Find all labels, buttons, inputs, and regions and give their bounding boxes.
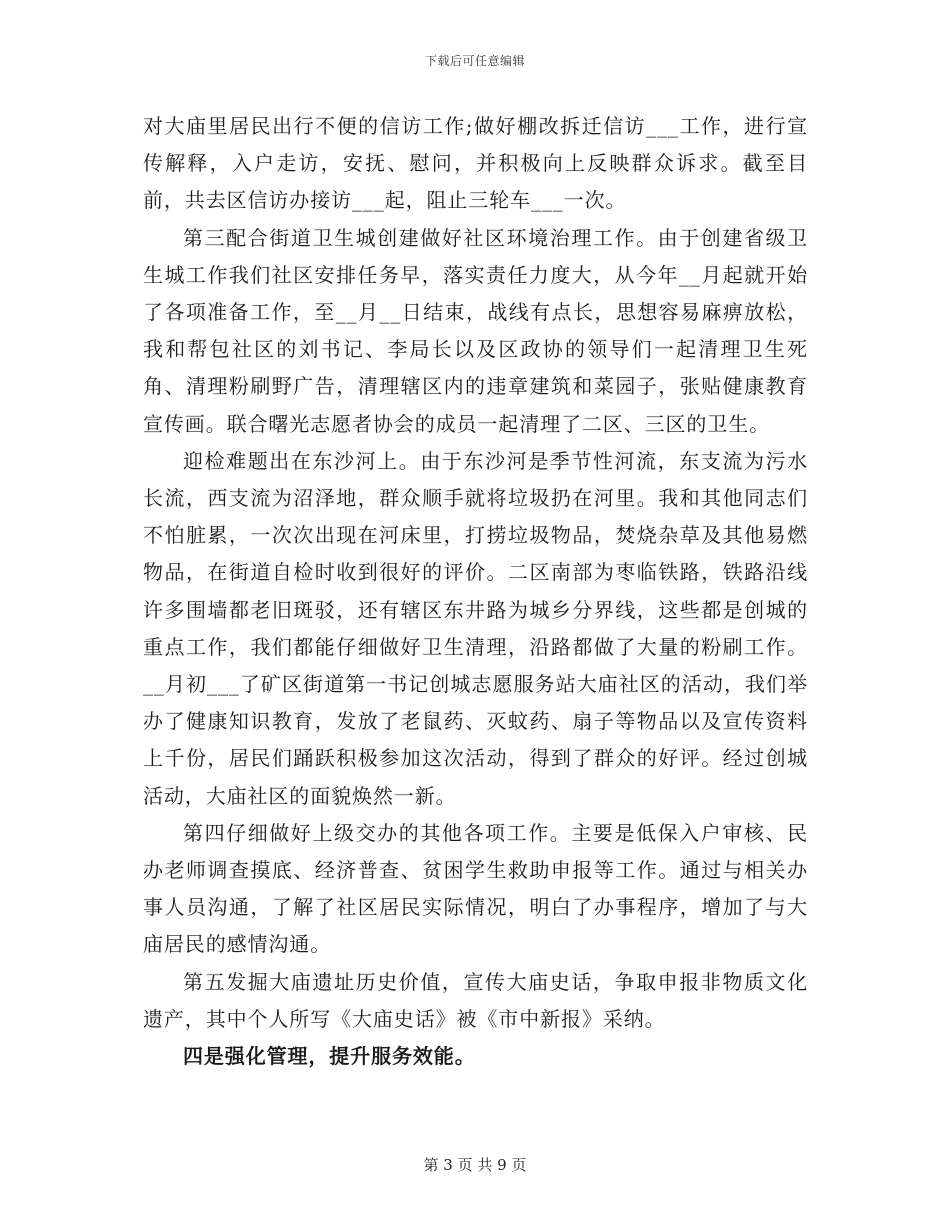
paragraph-river-inspection: 迎检难题出在东沙河上。由于东沙河是季节性河流，东支流为污水长流，西支流为沼泽地，群众顺手就将垃圾扔在河里。我和其他同志们不怕脏累，一次次出现在河床里，打捞垃圾物品，焚烧杂草及其他易燃物品，在街道自检时收到很好的评价。二区南部为枣临铁路，铁路沿线许多围墙都老旧斑驳，还有辖区东井路为城乡分界线，这些都是创城的重点工作，我们都能仔细做好卫生清理，沿路都做了大量的粉刷工作。__月初___了矿区街道第一书记创城志愿服务站大庙社区的活动，我们举办了健康知识教育，发放了老鼠药、灭蚊药、扇子等物品以及宣传资料上千份，居民们踊跃积极参加这次活动，得到了群众的好评。经过创城活动，大庙社区的面貌焕然一新。 [143,448,808,808]
paragraph-fourth-item: 第四仔细做好上级交办的其他各项工作。主要是低保入户审核、民办老师调查摸底、经济普查、贫困学生救助申报等工作。通过与相关办事人员沟通，了解了社区居民实际情况，明白了办事程序，增加了与大庙居民的感情沟通。 [143,820,808,957]
page-number: 第 3 页 共 9 页 [423,1156,527,1174]
header-note: 下载后可任意编辑 [424,54,525,68]
section-heading-four: 四是强化管理，提升服务效能。 [183,1044,476,1069]
paragraph-continuation: 对大庙里居民出行不便的信访工作;做好棚改拆迁信访___工作，进行宣传解释，入户走访，安抚、慰问，并积极向上反映群众诉求。截至目前，共去区信访办接访___起，阻止三轮车___一次。 [143,114,808,213]
paragraph-fifth-item: 第五发掘大庙遗址历史价值，宣传大庙史话，争取申报非物质文化遗产，其中个人所写《大庙史话》被《市中新报》采纳。 [143,969,808,1031]
paragraph-third-item: 第三配合街道卫生城创建做好社区环境治理工作。由于创建省级卫生城工作我们社区安排任务早，落实责任力度大，从今年__月起就开始了各项准备工作，至__月__日结束，战线有点长，思想容易麻痹放松，我和帮包社区的刘书记、李局长以及区政协的领导们一起清理卫生死角、清理粉刷野广告，清理辖区内的违章建筑和菜园子，张贴健康教育宣传画。联合曙光志愿者协会的成员一起清理了二区、三区的卫生。 [143,225,808,436]
document-body [143,108,808,1075]
